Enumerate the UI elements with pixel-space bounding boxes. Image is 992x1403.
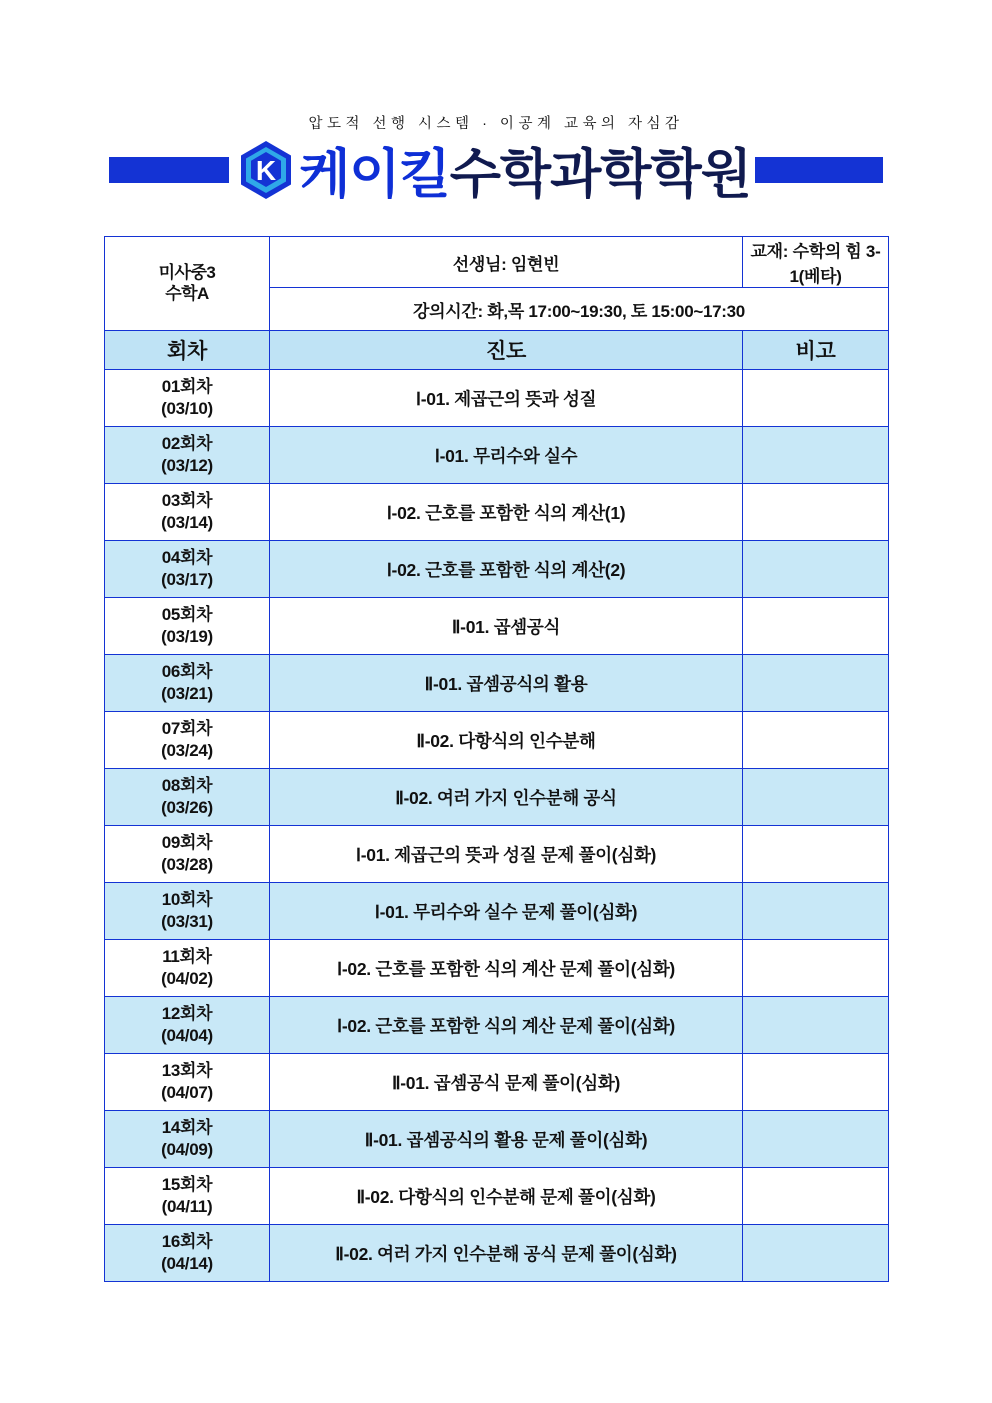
table-row bbox=[105, 1111, 889, 1168]
teacher-cell: 선생님: 임현빈 bbox=[270, 237, 743, 288]
note-cell bbox=[743, 712, 889, 769]
progress-cell: Ⅱ-02. 다항식의 인수분해 bbox=[270, 712, 743, 769]
session-label: 08회차 bbox=[161, 775, 213, 795]
textbook-cell: 교재: 수학의 힘 3-1(베타) bbox=[743, 237, 889, 288]
logo-wordmark bbox=[299, 132, 751, 208]
session-cell bbox=[105, 1225, 270, 1282]
session-cell bbox=[105, 541, 270, 598]
session-date: (03/10) bbox=[161, 399, 213, 418]
progress-cell: Ⅱ-02. 여러 가지 인수분해 공식 문제 풀이(심화) bbox=[270, 1225, 743, 1282]
note-cell bbox=[743, 370, 889, 427]
session-cell bbox=[105, 883, 270, 940]
session-date: (04/09) bbox=[161, 1140, 213, 1159]
session-cell bbox=[105, 1054, 270, 1111]
session-date: (04/11) bbox=[161, 1197, 213, 1216]
progress-cell: Ⅰ-02. 근호를 포함한 식의 계산 문제 풀이(심화) bbox=[270, 997, 743, 1054]
note-cell bbox=[743, 484, 889, 541]
class-title-line2: 수학A bbox=[165, 283, 209, 303]
session-cell bbox=[105, 769, 270, 826]
note-cell bbox=[743, 826, 889, 883]
session-label: 13회차 bbox=[161, 1060, 213, 1080]
progress-cell: Ⅰ-01. 무리수와 실수 bbox=[270, 427, 743, 484]
progress-cell: Ⅰ-02. 근호를 포함한 식의 계산 문제 풀이(심화) bbox=[270, 940, 743, 997]
session-date: (03/26) bbox=[161, 798, 213, 817]
session-label: 06회차 bbox=[161, 661, 213, 681]
page-header bbox=[0, 0, 992, 204]
schedule-table bbox=[104, 236, 889, 1282]
session-cell bbox=[105, 1111, 270, 1168]
note-cell bbox=[743, 1054, 889, 1111]
table-row bbox=[105, 712, 889, 769]
session-label: 04회차 bbox=[161, 547, 213, 567]
session-label: 01회차 bbox=[161, 376, 213, 396]
session-label: 07회차 bbox=[161, 718, 213, 738]
session-cell bbox=[105, 997, 270, 1054]
session-label: 09회차 bbox=[161, 832, 213, 852]
session-cell bbox=[105, 484, 270, 541]
session-label: 16회차 bbox=[161, 1231, 213, 1251]
note-cell bbox=[743, 541, 889, 598]
logo-bar-right bbox=[755, 157, 883, 183]
table-row bbox=[105, 1054, 889, 1111]
session-cell bbox=[105, 370, 270, 427]
logo-bar-left bbox=[109, 157, 229, 183]
progress-cell: Ⅱ-02. 다항식의 인수분해 문제 풀이(심화) bbox=[270, 1168, 743, 1225]
table-row bbox=[105, 541, 889, 598]
class-time-cell: 강의시간: 화,목 17:00~19:30, 토 15:00~17:30 bbox=[270, 288, 889, 331]
table-row bbox=[105, 598, 889, 655]
session-cell bbox=[105, 427, 270, 484]
progress-cell: Ⅰ-01. 제곱근의 뜻과 성질 문제 풀이(심화) bbox=[270, 826, 743, 883]
session-date: (03/17) bbox=[161, 570, 213, 589]
progress-cell: Ⅱ-01. 곱셈공식 문제 풀이(심화) bbox=[270, 1054, 743, 1111]
progress-cell: Ⅱ-01. 곱셈공식의 활용 bbox=[270, 655, 743, 712]
progress-cell: Ⅱ-01. 곱셈공식 bbox=[270, 598, 743, 655]
session-label: 02회차 bbox=[161, 433, 213, 453]
session-label: 05회차 bbox=[161, 604, 213, 624]
progress-cell: Ⅰ-01. 제곱근의 뜻과 성질 bbox=[270, 370, 743, 427]
logo-row bbox=[101, 139, 891, 204]
progress-cell: Ⅰ-02. 근호를 포함한 식의 계산(2) bbox=[270, 541, 743, 598]
session-cell bbox=[105, 826, 270, 883]
session-date: (03/28) bbox=[161, 855, 213, 874]
session-date: (04/04) bbox=[161, 1026, 213, 1045]
info-row-1 bbox=[105, 237, 889, 288]
note-cell bbox=[743, 427, 889, 484]
session-date: (03/14) bbox=[161, 513, 213, 532]
note-cell bbox=[743, 1168, 889, 1225]
session-label: 10회차 bbox=[161, 889, 213, 909]
note-cell bbox=[743, 598, 889, 655]
session-label: 15회차 bbox=[161, 1174, 213, 1194]
tagline: 압도적 선행 시스템 · 이공계 교육의 자심감 bbox=[308, 116, 684, 132]
session-label: 12회차 bbox=[161, 1003, 213, 1023]
progress-cell: Ⅱ-02. 여러 가지 인수분해 공식 bbox=[270, 769, 743, 826]
session-date: (04/14) bbox=[161, 1254, 213, 1273]
session-date: (03/31) bbox=[161, 912, 213, 931]
session-label: 03회차 bbox=[161, 490, 213, 510]
table-row bbox=[105, 370, 889, 427]
note-cell bbox=[743, 655, 889, 712]
logo-text-secondary: 수학과학학원 bbox=[449, 145, 751, 204]
session-date: (03/19) bbox=[161, 627, 213, 646]
session-date: (03/21) bbox=[161, 684, 213, 703]
class-title-line1: 미사중3 bbox=[158, 262, 216, 282]
progress-cell: Ⅰ-01. 무리수와 실수 문제 풀이(심화) bbox=[270, 883, 743, 940]
session-date: (03/24) bbox=[161, 741, 213, 760]
progress-cell: Ⅰ-02. 근호를 포함한 식의 계산(1) bbox=[270, 484, 743, 541]
session-label: 11회차 bbox=[162, 946, 212, 966]
table-row bbox=[105, 769, 889, 826]
table-row bbox=[105, 997, 889, 1054]
session-cell bbox=[105, 712, 270, 769]
session-date: (04/07) bbox=[161, 1083, 213, 1102]
session-date: (04/02) bbox=[161, 969, 213, 988]
svg-text:K: K bbox=[255, 155, 277, 186]
note-cell bbox=[743, 1225, 889, 1282]
note-cell bbox=[743, 1111, 889, 1168]
column-header-progress: 진도 bbox=[270, 331, 743, 370]
table-row bbox=[105, 427, 889, 484]
schedule-sheet bbox=[104, 236, 888, 1282]
note-cell bbox=[743, 997, 889, 1054]
table-row bbox=[105, 484, 889, 541]
hexagon-logo-icon bbox=[235, 139, 297, 201]
table-row bbox=[105, 826, 889, 883]
session-date: (03/12) bbox=[161, 456, 213, 475]
column-header-row bbox=[105, 331, 889, 370]
note-cell bbox=[743, 940, 889, 997]
note-cell bbox=[743, 769, 889, 826]
progress-cell: Ⅱ-01. 곱셈공식의 활용 문제 풀이(심화) bbox=[270, 1111, 743, 1168]
table-row bbox=[105, 1168, 889, 1225]
column-header-note: 비고 bbox=[743, 331, 889, 370]
session-cell bbox=[105, 598, 270, 655]
session-cell bbox=[105, 1168, 270, 1225]
session-cell bbox=[105, 940, 270, 997]
table-row bbox=[105, 655, 889, 712]
class-title-cell bbox=[105, 237, 270, 331]
column-header-no: 회차 bbox=[105, 331, 270, 370]
table-row bbox=[105, 1225, 889, 1282]
session-cell bbox=[105, 655, 270, 712]
table-row bbox=[105, 883, 889, 940]
table-row bbox=[105, 940, 889, 997]
logo-text-primary: 케이킬 bbox=[299, 145, 450, 204]
session-label: 14회차 bbox=[161, 1117, 213, 1137]
note-cell bbox=[743, 883, 889, 940]
